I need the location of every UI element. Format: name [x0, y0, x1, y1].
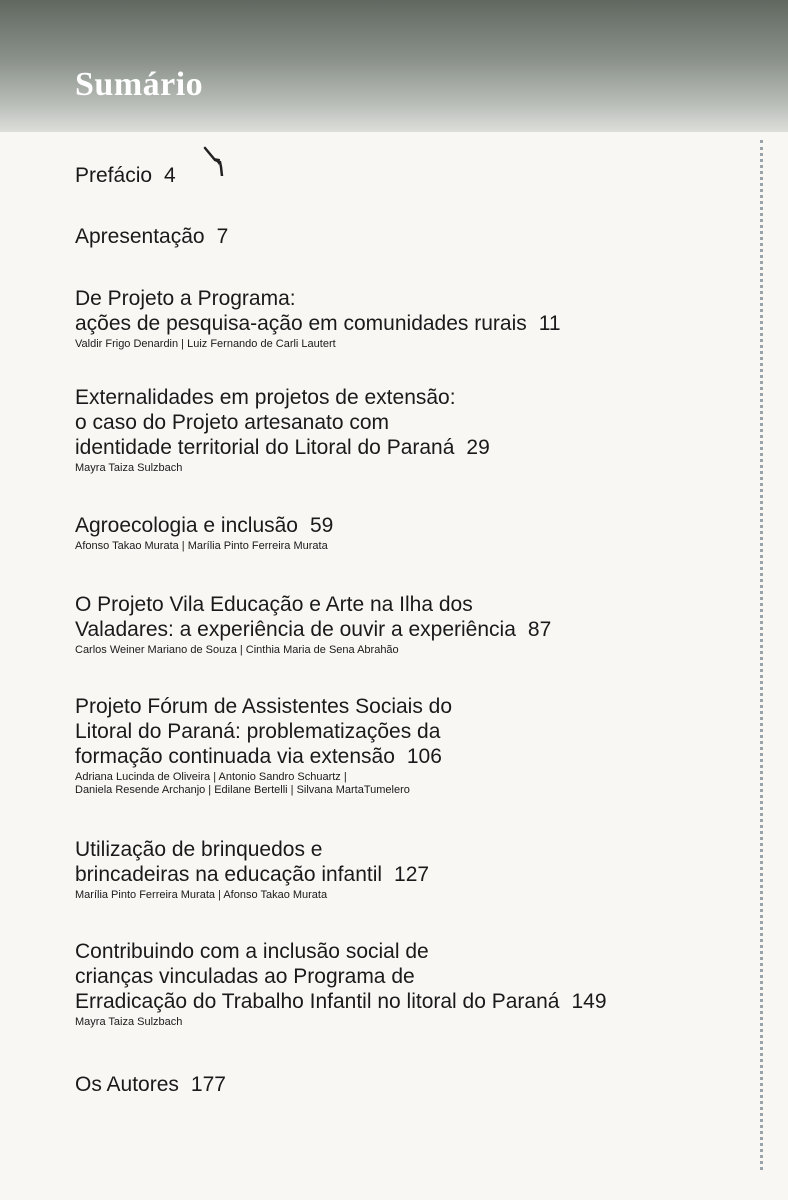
- toc-entry-title: Apresentação 7: [75, 225, 229, 248]
- toc-entry-title-line: Erradicação do Trabalho Infantil no litoral do Paraná 149: [75, 990, 607, 1013]
- toc-entry-de-projeto-a-programa[interactable]: [75, 286, 561, 351]
- header-band: [0, 0, 788, 132]
- toc-page-number: 87: [527, 618, 552, 641]
- toc-page-number: 11: [538, 312, 561, 335]
- toc-entry-title-line: Litoral do Paraná: problematizações da: [75, 720, 441, 743]
- toc-entry-brinquedos[interactable]: [75, 837, 429, 902]
- toc-entry-title-line: Externalidades em projetos de extensão:: [75, 386, 456, 409]
- toc-entry-agroecologia[interactable]: [75, 513, 333, 553]
- toc-entry-authors: Valdir Frigo Denardin | Luiz Fernando de Carli Lautert: [75, 338, 336, 350]
- toc-page-number: 7: [216, 225, 229, 248]
- toc-page-number: 29: [466, 436, 490, 459]
- toc-entry-title-line: O Projeto Vila Educação e Arte na Ilha dos: [75, 593, 473, 616]
- toc-entry-title: Os Autores 177: [75, 1073, 226, 1096]
- toc-entry-apresentacao[interactable]: [75, 224, 228, 249]
- toc-entry-title: Prefácio 4: [75, 164, 176, 187]
- toc-entry-forum-assistentes[interactable]: [75, 694, 452, 797]
- pen-mark-icon: [203, 146, 225, 176]
- toc-entry-title-line: Utilização de brinquedos e: [75, 838, 323, 861]
- toc-entry-title-line: ações de pesquisa-ação em comunidades rurais 11: [75, 312, 561, 335]
- toc-entry-authors: Daniela Resende Archanjo | Edilane Bertelli | Silvana MartaTumelero: [75, 784, 410, 796]
- toc-entry-authors: Mayra Taiza Sulzbach: [75, 462, 183, 474]
- toc-page-number: 59: [309, 514, 334, 537]
- toc-entry-title-line: Projeto Fórum de Assistentes Sociais do: [75, 695, 453, 718]
- toc-page-number: 127: [394, 863, 430, 886]
- toc-entry-authors: Adriana Lucinda de Oliveira | Antonio Sandro Schuartz |: [75, 771, 347, 783]
- toc-entry-vila-educacao[interactable]: [75, 592, 551, 657]
- toc-entry-title-line: Contribuindo com a inclusão social de: [75, 940, 429, 963]
- toc-entry-title-line: formação continuada via extensão 106: [75, 745, 442, 768]
- toc-page-number: 149: [571, 990, 607, 1013]
- toc-entry-externalidades[interactable]: [75, 385, 490, 475]
- page-title: Sumário: [75, 66, 204, 103]
- dotted-margin-line: [760, 140, 763, 1170]
- toc-entry-contribuindo[interactable]: [75, 939, 607, 1029]
- toc-page-number: 4: [164, 164, 176, 187]
- toc-entry-authors: Mayra Taiza Sulzbach: [75, 1016, 183, 1028]
- toc-entry-title-line: Valadares: a experiência de ouvir a experiência 87: [75, 618, 552, 641]
- toc-entry-title-line: De Projeto a Programa:: [75, 287, 296, 310]
- toc-entry-prefacio[interactable]: [75, 163, 176, 188]
- toc-entry-title-line: identidade territorial do Litoral do Paraná 29: [75, 436, 490, 459]
- toc-page-number: 106: [406, 745, 442, 768]
- toc-entry-os-autores[interactable]: [75, 1072, 226, 1097]
- toc-page-number: 177: [190, 1073, 226, 1096]
- toc-entry-title-line: Agroecologia e inclusão 59: [75, 514, 334, 537]
- toc-entry-title-line: crianças vinculadas ao Programa de: [75, 965, 415, 988]
- toc-entry-authors: Marília Pinto Ferreira Murata | Afonso Takao Murata: [75, 889, 328, 901]
- toc-entry-title-line: brincadeiras na educação infantil 127: [75, 863, 430, 886]
- toc-entry-authors: Afonso Takao Murata | Marília Pinto Ferreira Murata: [75, 540, 328, 552]
- toc-entry-title-line: o caso do Projeto artesanato com: [75, 411, 390, 434]
- toc-entry-authors: Carlos Weiner Mariano de Souza | Cinthia Maria de Sena Abrahão: [75, 644, 399, 656]
